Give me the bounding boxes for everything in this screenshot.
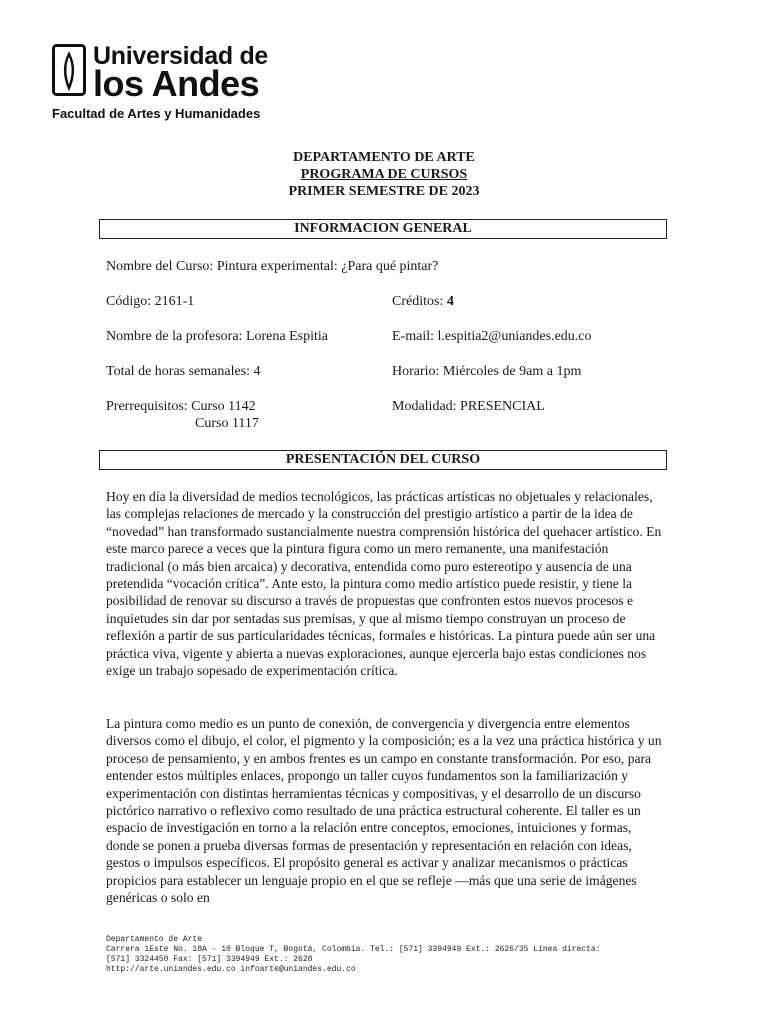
presentation-paragraph-2: La pintura como medio es un punto de conexión, de convergencia y divergencia entre elementos diversos como el dibujo, el color, el pigmento y la composición; es a la vez una práctica histórica y un proceso de pensamiento, y en ambos frentes es un campo en constante transformación. Por eso, para entender estos múltiples enlaces, propongo un taller cuyos fundamentos son la familiarización y experimentación con distintas herramientas técnicas y compositivas, y el desarrollo de un discurso pictórico narrativo o reflexivo como resultado de una práctica estructural coherente. El taller es un espacio de investigación en torno a la relación entre conceptos, emociones, intuiciones y formas, donde se ponen a prueba diversas formas de presentación y representación en relación con ideas, gestos o impulsos específicos. El propósito general es activar y analizar mecanismos o prácticas propicios para establecer un lenguaje propio en el que se refleje —más que una serie de imágenes genéricas o solo en: [106, 716, 662, 906]
professor-name: Nombre de la profesora: Lorena Espitia: [106, 329, 328, 344]
section-course-presentation: PRESENTACIÓN DEL CURSO: [99, 450, 667, 470]
course-code: Código: 2161-1: [106, 294, 195, 309]
credits-label: Créditos:: [392, 294, 444, 309]
weekly-hours: Total de horas semanales: 4: [106, 364, 261, 379]
footer-web: http://arte.uniandes.edu.co infoarte@uniandes.edu.co: [106, 965, 356, 973]
logo-faculty: Facultad de Artes y Humanidades: [52, 106, 261, 121]
modality: Modalidad: PRESENCIAL: [392, 399, 545, 414]
program-title-text: PROGRAMA DE CURSOS: [300, 167, 468, 182]
department-title: DEPARTAMENTO DE ARTE: [293, 150, 475, 165]
footer-address: Carrera 1Este No. 18A - 10 Bloque T, Bogotá, Colombia. Tel.: [571] 3394949 Ext.: 2626/35 Línea directa:: [106, 945, 601, 954]
professor-email: E-mail: l.espitia2@uniandes.edu.co: [392, 329, 592, 344]
schedule: Horario: Miércoles de 9am a 1pm: [392, 364, 582, 379]
logo-mark-icon: [52, 44, 86, 96]
university-logo: [52, 42, 269, 124]
semester-title: PRIMER SEMESTRE DE 2023: [288, 184, 480, 199]
page-footer: [106, 935, 686, 973]
section-general-info: INFORMACION GENERAL: [99, 219, 667, 239]
footer-department: Departamento de Arte: [106, 935, 203, 944]
course-credits: [392, 293, 454, 310]
footer-phone: [571] 3324450 Fax: [571] 3394949 Ext.: 2628: [106, 955, 313, 964]
course-name: Nombre del Curso: Pintura experimental: ¿Para qué pintar?: [106, 259, 439, 274]
logo-andes-line: los Andes: [93, 63, 260, 104]
presentation-paragraph-1: Hoy en día la diversidad de medios tecnológicos, las prácticas artísticas no objetuales y relacionales, las complejas relaciones de mercado y la construcción del prestigio artístico a partir de la idea de “novedad” han transformado sustancialmente nuestra comprensión histórica del quehacer artístico. En este marco parece a veces que la pintura figura como un mero remanente, una manifestación tradicional (o más bien arcaica) y decorativa, entendida como puro estereotipo y ausencia de una pretendida “vocación crítica”. Ante esto, la pintura como medio artístico puede resistir, y tiene la posibilidad de renovar su discurso a través de propuestas que confronten estos nuevos procesos e inquietudes sin dar por sentadas sus premisas, y que al mismo tiempo construyan un proceso de reflexión a partir de sus particularidades técnicas, formales e históricas. La pintura puede aún ser una práctica viva, vigente y abierta a nuevas exploraciones, aunque ejercerla bajo estas condiciones nos exige un trabajo sopesado de experimentación crítica.: [106, 489, 662, 679]
logo-university-line: Universidad de: [93, 42, 269, 70]
program-title: [0, 166, 768, 183]
prerequisites: Prerrequisitos: Curso 1142: [106, 399, 256, 414]
credits-value: 4: [446, 294, 454, 309]
prerequisites-second: Curso 1117: [195, 416, 259, 431]
